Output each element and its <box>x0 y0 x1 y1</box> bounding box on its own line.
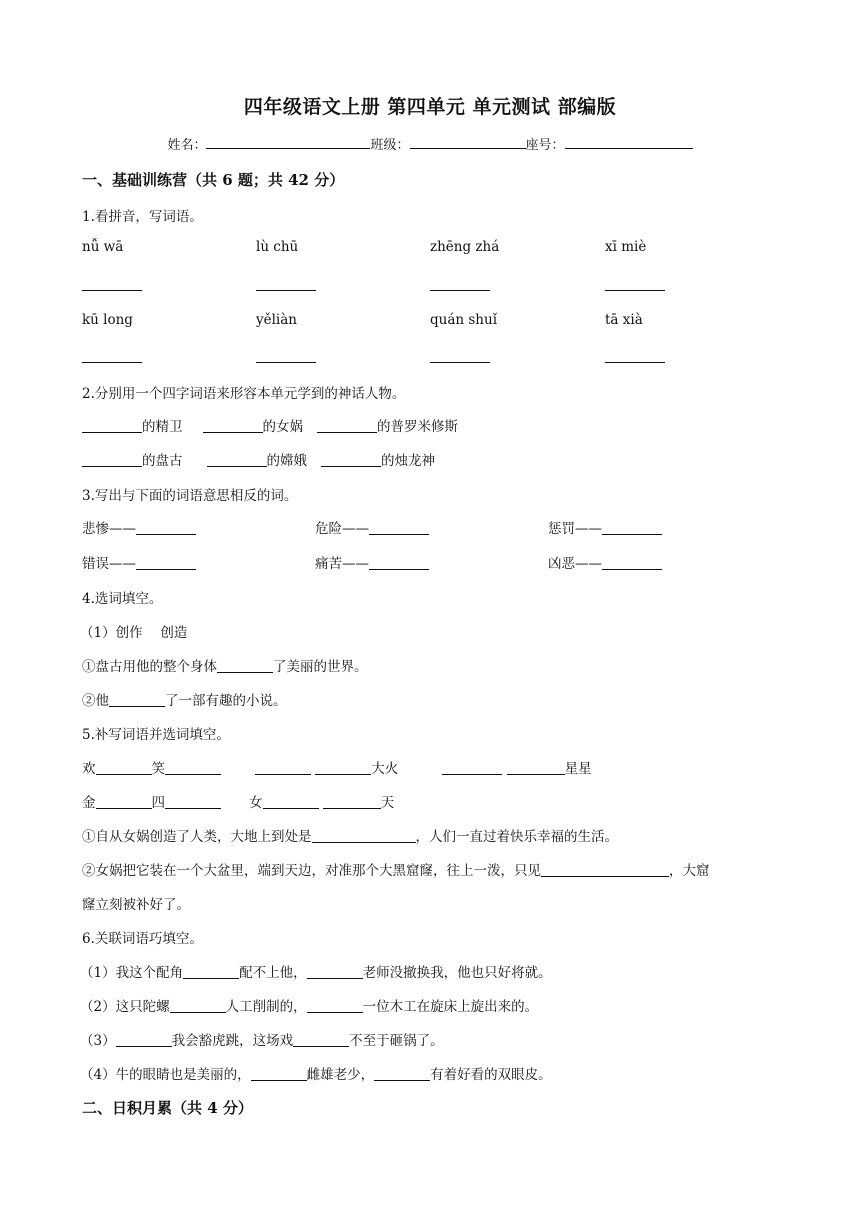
idiom-char: 女 <box>249 795 263 811</box>
conjunction-line <box>80 1029 444 1049</box>
antonym-item <box>82 517 196 537</box>
idiom-char: 金 <box>82 795 96 811</box>
sentence-text: ①自从女娲创造了人类，大地上到处是 <box>82 829 312 845</box>
answer-blank[interactable] <box>541 862 669 877</box>
class-blank[interactable] <box>410 134 526 149</box>
seat-label: 座号： <box>525 138 565 153</box>
answer-blank[interactable] <box>82 361 142 363</box>
fill-sentence <box>82 655 368 675</box>
question-stem: 2.分别用一个四字词语来形容本单元学到的神话人物。 <box>82 386 406 402</box>
sentence-text: 雌雄老少， <box>306 1067 375 1083</box>
fill-text: 的烛龙神 <box>381 453 435 469</box>
sentence-text: （3） <box>80 1033 116 1049</box>
section-heading: 二、日积月累（共 4 分） <box>82 1099 253 1117</box>
sentence-text: （1）我这个配角 <box>80 965 184 981</box>
antonym-word: 错误—— <box>82 556 136 572</box>
answer-blank[interactable] <box>217 658 273 673</box>
idiom-char: 欢 <box>82 761 96 777</box>
answer-blank[interactable] <box>430 361 490 363</box>
answer-blank[interactable] <box>369 555 429 570</box>
answer-blank[interactable] <box>374 1066 430 1081</box>
student-info-line <box>0 134 860 153</box>
answer-blank[interactable] <box>96 760 152 775</box>
sentence-text: 配不上他， <box>239 965 307 981</box>
answer-blank[interactable] <box>321 452 381 467</box>
antonym-word: 痛苦—— <box>315 556 369 572</box>
antonym-word: 悲惨—— <box>82 521 136 537</box>
sentence-text: 一位木工在旋床上旋出来的。 <box>362 999 539 1015</box>
answer-blank[interactable] <box>203 418 263 433</box>
antonym-word: 危险—— <box>315 521 369 537</box>
fill-sentence-cont: 窿立刻被补好了。 <box>82 897 190 913</box>
question-stem: 3.写出与下面的词语意思相反的词。 <box>82 488 298 504</box>
question-stem: 1.看拼音，写词语。 <box>82 209 203 225</box>
fill-sentence <box>82 859 710 879</box>
antonym-item <box>82 552 196 572</box>
pinyin-item: lù chū <box>256 239 299 255</box>
answer-blank[interactable] <box>307 998 363 1013</box>
pinyin-item: xī miè <box>605 239 647 255</box>
answer-blank[interactable] <box>136 555 196 570</box>
answer-blank[interactable] <box>82 289 142 291</box>
answer-blank[interactable] <box>507 760 565 775</box>
answer-blank[interactable] <box>96 794 152 809</box>
sentence-text: 有着好看的双眼皮。 <box>430 1067 552 1083</box>
antonym-item <box>548 552 662 572</box>
name-blank[interactable] <box>206 134 370 149</box>
pinyin-item: quán shuǐ <box>430 312 498 328</box>
class-label: 班级： <box>370 138 410 153</box>
fill-sentence <box>82 825 618 845</box>
fill-text: 的精卫 <box>142 419 183 435</box>
pinyin-item: yěliàn <box>256 312 297 328</box>
answer-blank[interactable] <box>323 794 381 809</box>
sentence-text: 不至于砸锅了。 <box>349 1033 444 1049</box>
pinyin-item: kū long <box>82 312 133 328</box>
page-title: 四年级语文上册 第四单元 单元测试 部编版 <box>243 96 617 118</box>
fill-text: 的盘古 <box>142 453 183 469</box>
fill-text: 的嫦娥 <box>266 453 307 469</box>
seat-blank[interactable] <box>565 134 693 149</box>
answer-blank[interactable] <box>605 361 665 363</box>
idiom-char: 大火 <box>371 761 399 777</box>
antonym-item <box>548 517 662 537</box>
answer-blank[interactable] <box>136 520 196 535</box>
idiom-char: 笑 <box>151 761 165 777</box>
name-label: 姓名： <box>167 138 207 153</box>
answer-blank[interactable] <box>369 520 429 535</box>
pinyin-item: tā xià <box>605 312 643 328</box>
question-stem: 5.补写词语并选词填空。 <box>82 727 230 743</box>
section-heading: 一、基础训练营（共 6 题；共 42 分） <box>82 171 345 189</box>
sentence-text: 了一部有趣的小说。 <box>165 693 287 709</box>
answer-blank[interactable] <box>315 760 371 775</box>
answer-blank[interactable] <box>602 520 662 535</box>
idiom-line <box>82 791 394 811</box>
sentence-text: （2）这只陀螺 <box>80 999 170 1015</box>
answer-blank[interactable] <box>255 760 311 775</box>
sentence-text: ，大窟 <box>669 863 710 879</box>
question-stem: 6.关联词语巧填空。 <box>82 931 203 947</box>
answer-blank[interactable] <box>430 289 490 291</box>
fill-sentence <box>82 689 287 709</box>
answer-blank[interactable] <box>605 289 665 291</box>
sentence-text: 老师没撤换我，他也只好将就。 <box>362 965 552 981</box>
answer-blank[interactable] <box>312 828 416 843</box>
answer-blank[interactable] <box>256 361 316 363</box>
antonym-item <box>315 552 429 572</box>
sentence-text: 了美丽的世界。 <box>273 659 368 675</box>
pinyin-item: zhēng zhá <box>430 239 500 255</box>
answer-blank[interactable] <box>256 289 316 291</box>
idiom-char: 天 <box>380 795 395 811</box>
sentence-text: ，人们一直过着快乐幸福的生活。 <box>415 829 618 845</box>
conjunction-line <box>80 1063 552 1083</box>
answer-blank[interactable] <box>165 794 221 809</box>
sentence-text: ②女娲把它装在一个大盆里，端到天边，对准那个大黑窟窿，往上一泼，只见 <box>82 863 541 879</box>
word-options: （1）创作 创造 <box>80 625 188 641</box>
sentence-text: （4）牛的眼睛也是美丽的， <box>80 1067 251 1083</box>
idiom-line <box>82 757 592 777</box>
answer-blank[interactable] <box>263 794 319 809</box>
sentence-text: ②他 <box>82 693 109 709</box>
answer-blank[interactable] <box>307 964 363 979</box>
antonym-item <box>315 517 429 537</box>
sentence-text: 我会豁虎跳，这场戏 <box>171 1033 294 1049</box>
answer-blank[interactable] <box>109 692 165 707</box>
answer-blank[interactable] <box>293 1032 349 1047</box>
answer-blank[interactable] <box>116 1032 172 1047</box>
conjunction-line <box>80 995 538 1015</box>
idiom-char: 四 <box>151 795 165 811</box>
sentence-text: 人工削制的， <box>225 999 307 1015</box>
fill-line <box>82 415 458 435</box>
answer-blank[interactable] <box>183 964 239 979</box>
antonym-word: 凶恶—— <box>548 556 602 572</box>
fill-text: 的普罗米修斯 <box>377 419 458 435</box>
answer-blank[interactable] <box>170 998 226 1013</box>
answer-blank[interactable] <box>165 760 221 775</box>
answer-blank[interactable] <box>317 418 377 433</box>
conjunction-line <box>80 961 552 981</box>
pinyin-item: nǚ wā <box>82 239 124 255</box>
answer-blank[interactable] <box>602 555 662 570</box>
sentence-text: ①盘古用他的整个身体 <box>82 659 217 675</box>
answer-blank[interactable] <box>207 452 267 467</box>
answer-blank[interactable] <box>442 760 502 775</box>
answer-blank[interactable] <box>82 418 142 433</box>
antonym-word: 惩罚—— <box>548 521 602 537</box>
answer-blank[interactable] <box>82 452 142 467</box>
fill-line <box>82 449 435 469</box>
idiom-char: 星星 <box>564 761 592 777</box>
answer-blank[interactable] <box>251 1066 307 1081</box>
fill-text: 的女娲 <box>262 419 303 435</box>
question-stem: 4.选词填空。 <box>82 591 163 607</box>
